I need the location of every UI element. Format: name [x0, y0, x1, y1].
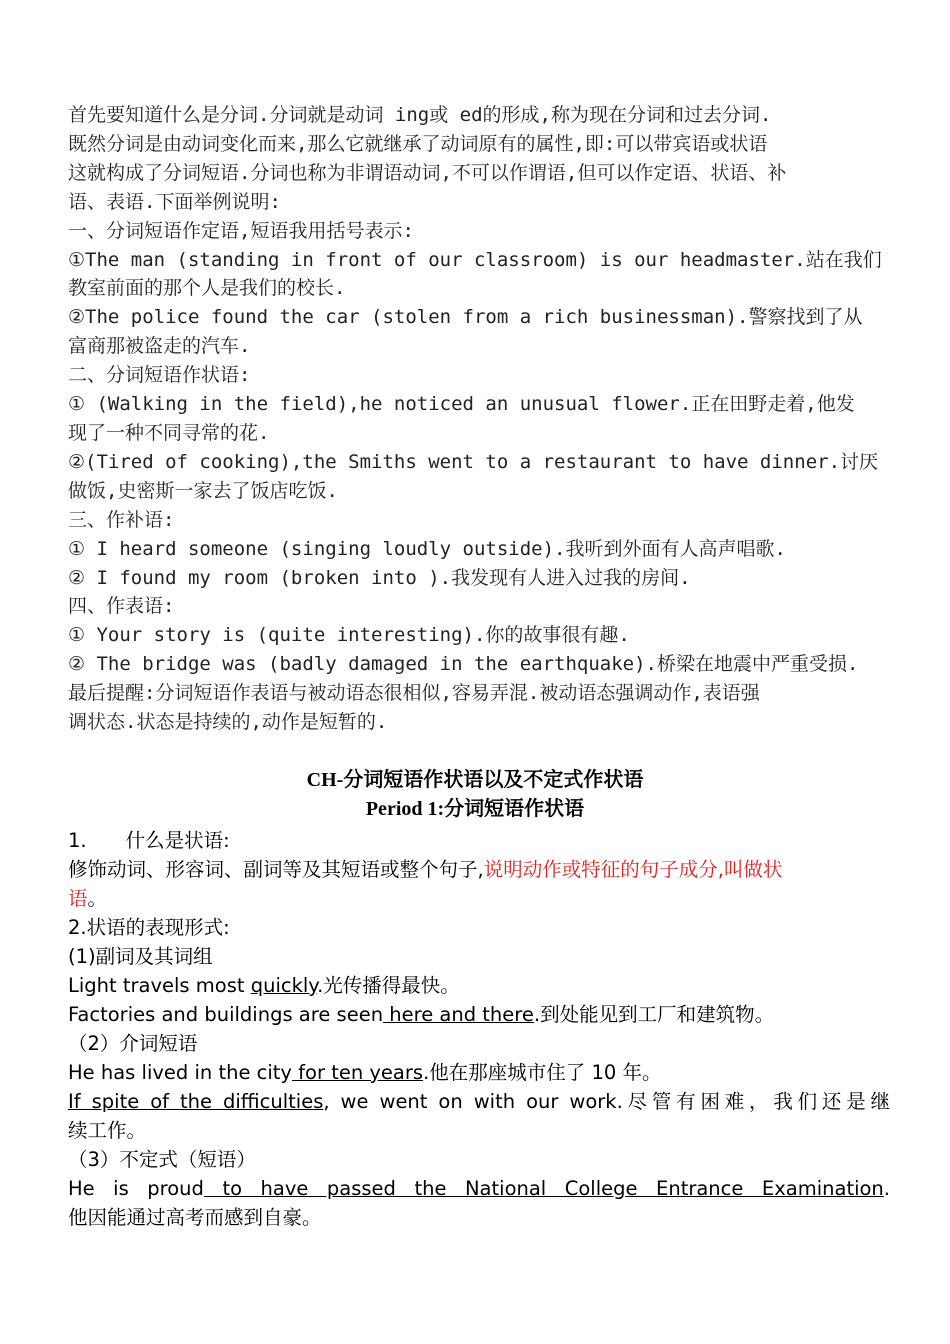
period-title: Period 1:分词短语作状语 — [365, 798, 585, 820]
definition-end: 。 — [87, 887, 108, 910]
example-text: Light travels most — [68, 974, 251, 997]
question-what-is-adverbial: 1. 什么是状语: — [68, 829, 230, 852]
section-heading-attributive: 一、分词短语作定语,短语我用括号表示: — [68, 219, 414, 242]
intro-line: 这就构成了分词短语.分词也称为非谓语动词,不可以作谓语,但可以作定语、状语、补 — [68, 161, 787, 184]
example-line: ②(Tired of cooking),the Smiths went to a restaurant to have dinner.讨厌 — [68, 450, 879, 473]
definition-cont — [68, 884, 890, 913]
underlined-phrase: quickly — [250, 974, 318, 997]
example-text: . — [883, 1177, 890, 1200]
example-line: ②The police found the car (stolen from a rich businessman).警察找到了从 — [68, 306, 863, 329]
underlined-phrase: If spite of the difficulties — [68, 1090, 324, 1113]
underlined-phrase: to have passed the National College Entrance Examination — [203, 1177, 884, 1200]
example-line: 富商那被盗走的汽车. — [68, 335, 251, 358]
intro-line: 语、表语.下面举例说明: — [68, 190, 281, 213]
example-line: ①The man (standing in front of our classroom) is our headmaster.站在我们 — [68, 248, 882, 271]
example-text: He has lived in the city — [68, 1061, 292, 1084]
example-line: ① Your story is (quite interesting).你的故事很有趣. — [68, 624, 630, 647]
example-line: ② I found my room (broken into ).我发现有人进入过我的房间. — [68, 566, 691, 589]
example-line: 做饭,史密斯一家去了饭店吃饭. — [68, 479, 338, 502]
example-line — [68, 1058, 890, 1087]
example-line — [68, 971, 890, 1000]
section-heading-predicative: 四、作表语: — [68, 595, 175, 618]
example-line — [68, 1174, 890, 1203]
underlined-phrase: for ten years — [291, 1061, 424, 1084]
example-line — [68, 1000, 890, 1029]
definition-text: 修饰动词、形容词、副词等及其短语或整个句子, — [68, 858, 484, 881]
lesson-body — [68, 826, 890, 1232]
example-text: .到处能见到工厂和建筑物。 — [533, 1003, 775, 1026]
intro-line: 首先要知道什么是分词.分词就是动词 ing或 ed的形成,称为现在分词和过去分词. — [68, 104, 772, 126]
lesson-title: CH-分词短语作状语以及不定式作状语 — [306, 769, 644, 791]
example-line: 现了一种不同寻常的花. — [68, 421, 270, 444]
example-line: 续工作。 — [68, 1119, 147, 1142]
question-forms: 2.状语的表现形式: — [68, 916, 230, 939]
intro-line: 既然分词是由动词变化而来,那么它就继承了动词原有的属性,即:可以带宾语或状语 — [68, 132, 768, 155]
example-line: ② The bridge was (badly damaged in the earthquake).桥梁在地震中严重受损. — [68, 653, 859, 676]
form-heading-adverb: (1)副词及其词组 — [68, 945, 213, 968]
note-line: 调状态.状态是持续的,动作是短暂的. — [68, 711, 388, 734]
example-line — [68, 1087, 890, 1116]
intro-block — [68, 101, 888, 737]
example-line: ① I heard someone (singing loudly outside).我听到外面有人高声唱歌. — [68, 537, 786, 560]
definition-highlight: 说明动作或特征的句子成分,叫做状 — [483, 858, 783, 881]
form-heading-prep: （2）介词短语 — [68, 1032, 198, 1055]
definition-highlight: 语 — [68, 887, 88, 910]
example-text: Factories and buildings are seen — [68, 1003, 384, 1026]
form-heading-infinitive: （3）不定式（短语） — [68, 1148, 256, 1171]
note-line: 最后提醒:分词短语作表语与被动语态很相似,容易弄混.被动语态强调动作,表语强 — [68, 682, 760, 705]
underlined-phrase: here and there — [383, 1003, 534, 1026]
example-line: 教室前面的那个人是我们的校长. — [68, 277, 346, 300]
example-line: 他因能通过高考而感到自豪。 — [68, 1206, 322, 1229]
example-text: , we went on with our work.尽管有困难，我们还是继 — [323, 1090, 891, 1113]
lesson-title-block — [0, 766, 950, 824]
example-line: ① (Walking in the field),he noticed an unusual flower.正在田野走着,他发 — [68, 393, 855, 416]
section-heading-complement: 三、作补语: — [68, 508, 175, 531]
section-heading-adverbial: 二、分词短语作状语: — [68, 364, 251, 387]
definition — [68, 855, 890, 884]
example-text: He is proud — [68, 1177, 204, 1200]
example-text: .他在那座城市住了 10 年。 — [423, 1061, 662, 1084]
example-text: .光传播得最快。 — [317, 974, 460, 997]
